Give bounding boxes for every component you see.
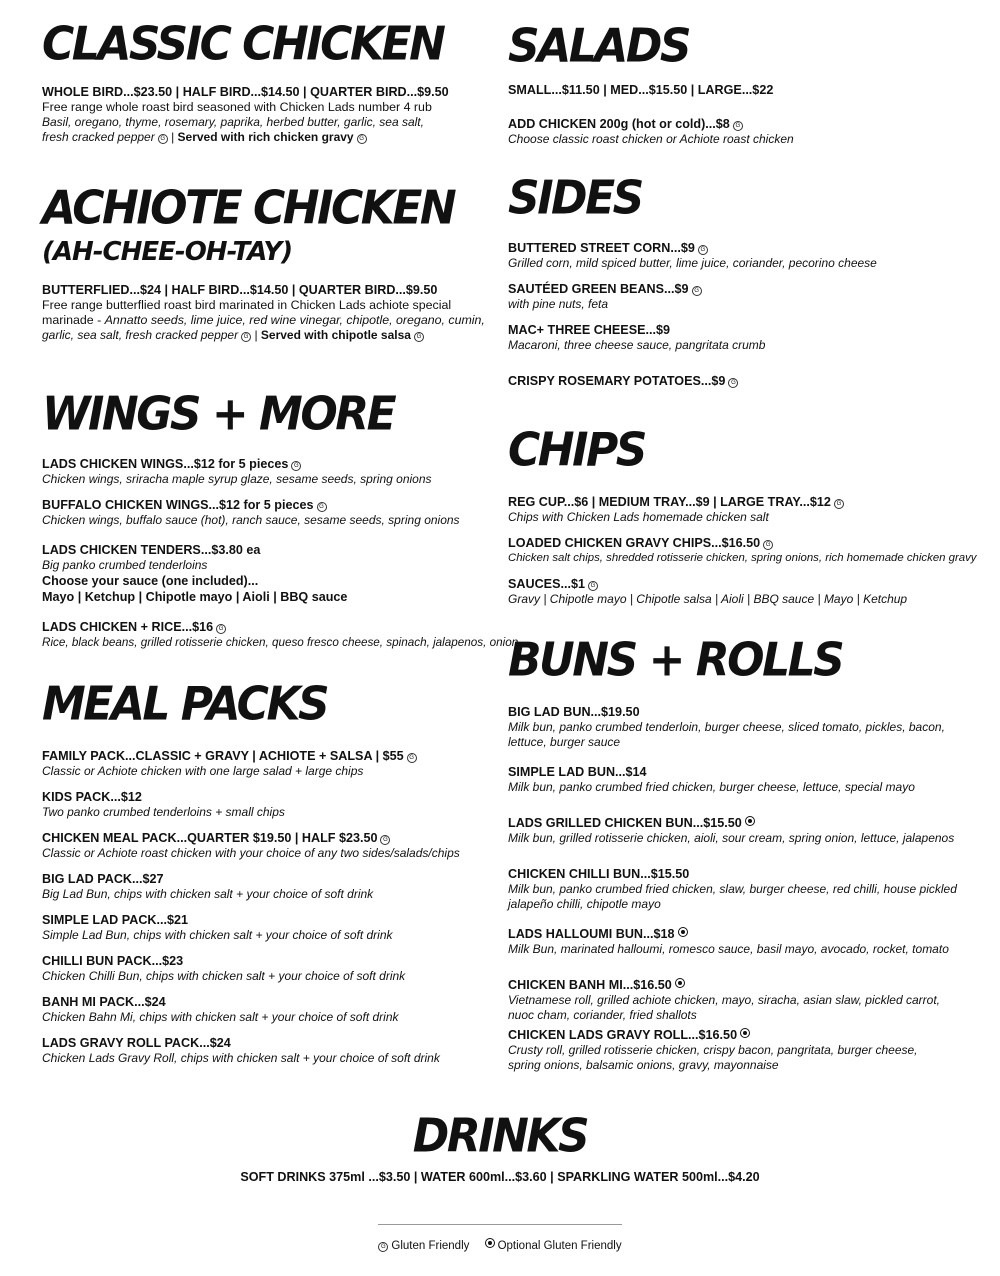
section-chips bbox=[508, 423, 978, 607]
menu-item bbox=[508, 977, 978, 1023]
section-achiote-chicken bbox=[42, 181, 492, 343]
heading-classic-chicken: CLASSIC CHICKEN bbox=[42, 17, 444, 71]
item-description: Macaroni, three cheese sauce, pangritata crumb bbox=[508, 338, 766, 352]
menu-item bbox=[508, 704, 978, 750]
classic-description: Free range whole roast bird seasoned with Chicken Lads number 4 rub bbox=[42, 100, 432, 114]
add-chicken-title: ADD CHICKEN 200g (hot or cold)...$8 bbox=[508, 117, 730, 131]
item-title: BUTTERED STREET CORN...$9 bbox=[508, 241, 695, 255]
item-description: Two panko crumbed tenderloins + small chips bbox=[42, 805, 285, 819]
item-description: Crusty roll, grilled rotisserie chicken, crispy bacon, pangritata, burger cheese, bbox=[508, 1043, 918, 1057]
item-title: BIG LAD PACK...$27 bbox=[42, 872, 164, 886]
legend-gluten-friendly-label: Gluten Friendly bbox=[391, 1240, 470, 1252]
menu-item bbox=[508, 373, 978, 389]
item-description: Chicken Bahn Mi, chips with chicken salt + your choice of soft drink bbox=[42, 1010, 399, 1024]
item-title: CHICKEN CHILLI BUN...$15.50 bbox=[508, 867, 690, 881]
item-title: CHICKEN LADS GRAVY ROLL...$16.50 bbox=[508, 1028, 738, 1042]
heading-chips: CHIPS bbox=[508, 423, 645, 477]
classic-prices: WHOLE BIRD...$23.50 | HALF BIRD...$14.50 | QUARTER BIRD...$9.50 bbox=[42, 85, 449, 99]
menu-item bbox=[42, 994, 492, 1025]
gluten-friendly-icon: G bbox=[158, 134, 168, 144]
item-title: BIG LAD BUN...$19.50 bbox=[508, 705, 640, 719]
optional-gluten-friendly-icon bbox=[740, 1028, 750, 1038]
legend-gluten-friendly bbox=[378, 1240, 469, 1252]
item-title: CRISPY ROSEMARY POTATOES...$9 bbox=[508, 374, 726, 388]
heading-meal-packs: MEAL PACKS bbox=[42, 677, 328, 731]
gluten-friendly-icon: G bbox=[216, 624, 226, 634]
item-description: Classic or Achiote chicken with one large salad + large chips bbox=[42, 764, 364, 778]
item-title: CHILLI BUN PACK...$23 bbox=[42, 954, 184, 968]
item-title: LADS GRILLED CHICKEN BUN...$15.50 bbox=[508, 816, 742, 830]
menu-item bbox=[42, 789, 492, 820]
item-description: Classic or Achiote roast chicken with your choice of any two sides/salads/chips bbox=[42, 846, 460, 860]
gluten-friendly-icon: G bbox=[357, 134, 367, 144]
item-description: Milk Bun, marinated halloumi, romesco sauce, basil mayo, avocado, rocket, tomato bbox=[508, 942, 949, 956]
menu-item bbox=[508, 926, 978, 957]
gluten-friendly-icon: G bbox=[407, 753, 417, 763]
menu-item bbox=[42, 912, 492, 943]
section-salads bbox=[508, 19, 978, 147]
menu-item bbox=[42, 542, 492, 605]
item-description: with pine nuts, feta bbox=[508, 297, 609, 311]
item-description: Grilled corn, mild spiced butter, lime juice, coriander, pecorino cheese bbox=[508, 256, 877, 270]
gluten-friendly-icon: G bbox=[728, 378, 738, 388]
item-description: Chicken Chilli Bun, chips with chicken salt + your choice of soft drink bbox=[42, 969, 406, 983]
item-title: LADS CHICKEN + RICE...$16 bbox=[42, 620, 214, 634]
item-description: Big Lad Bun, chips with chicken salt + your choice of soft drink bbox=[42, 887, 374, 901]
section-classic-chicken bbox=[42, 17, 492, 145]
optional-gluten-friendly-icon bbox=[678, 927, 688, 937]
item-description: Chicken Lads Gravy Roll, chips with chicken salt + your choice of soft drink bbox=[42, 1051, 440, 1065]
item-title: REG CUP...$6 | MEDIUM TRAY...$9 | LARGE TRAY...$12 bbox=[508, 495, 831, 509]
item-description: Chicken wings, sriracha maple syrup glaze, sesame seeds, spring onions bbox=[42, 472, 432, 486]
item-title: SAUTÉED GREEN BEANS...$9 bbox=[508, 282, 689, 296]
item-description: Rice, black beans, grilled rotisserie chicken, queso fresco cheese, spinach, jalapenos, onion bbox=[42, 636, 519, 649]
drinks-prices: SOFT DRINKS 375ml ...$3.50 | WATER 600ml...$3.60 | SPARKLING WATER 500ml...$4.20 bbox=[240, 1170, 760, 1184]
item-description: Chips with Chicken Lads homemade chicken salt bbox=[508, 510, 769, 524]
section-buns-rolls bbox=[508, 633, 978, 1073]
gluten-friendly-icon: G bbox=[588, 581, 598, 591]
item-description: Milk bun, panko crumbed fried chicken, burger cheese, lettuce, special mayo bbox=[508, 780, 915, 794]
menu-item bbox=[508, 866, 978, 912]
gluten-friendly-icon: G bbox=[834, 499, 844, 509]
menu-item bbox=[508, 535, 978, 566]
item-description-cont: lettuce, burger sauce bbox=[508, 735, 621, 749]
add-chicken-description: Choose classic roast chicken or Achiote roast chicken bbox=[508, 132, 794, 146]
item-description: Vietnamese roll, grilled achiote chicken, mayo, siracha, asian slaw, pickled carrot, bbox=[508, 993, 940, 1007]
menu-item bbox=[42, 619, 519, 650]
achiote-description: Free range butterflied roast bird marinated in Chicken Lads achiote special bbox=[42, 298, 452, 312]
salad-prices: SMALL...$11.50 | MED...$15.50 | LARGE...$22 bbox=[508, 83, 774, 97]
item-description: Big panko crumbed tenderloins bbox=[42, 558, 208, 572]
section-wings-more bbox=[42, 387, 519, 650]
gluten-friendly-icon: G bbox=[380, 835, 390, 845]
item-description-cont: spring onions, balsamic onions, gravy, mayonnaise bbox=[508, 1058, 779, 1072]
item-title: LADS HALLOUMI BUN...$18 bbox=[508, 927, 675, 941]
gluten-friendly-icon: G bbox=[291, 461, 301, 471]
heading-salads: SALADS bbox=[508, 19, 690, 73]
sauce-choice-label: Choose your sauce (one included)... bbox=[42, 574, 259, 588]
item-description-cont: nuoc cham, coriander, fried shallots bbox=[508, 1008, 697, 1022]
gluten-friendly-icon: G bbox=[317, 502, 327, 512]
achiote-served: Served with chipotle salsa bbox=[260, 328, 411, 342]
achiote-marinade bbox=[42, 313, 492, 328]
menu-item bbox=[508, 1027, 978, 1073]
achiote-prices: BUTTERFLIED...$24 | HALF BIRD...$14.50 | QUARTER BIRD...$9.50 bbox=[42, 283, 438, 297]
item-title: SIMPLE LAD BUN...$14 bbox=[508, 765, 647, 779]
menu-item bbox=[42, 748, 492, 779]
item-title: SIMPLE LAD PACK...$21 bbox=[42, 913, 189, 927]
menu-item bbox=[508, 240, 978, 271]
legend-optional-gluten-friendly bbox=[485, 1240, 622, 1252]
classic-served: Served with rich chicken gravy bbox=[177, 130, 354, 144]
item-title: LADS CHICKEN WINGS...$12 for 5 pieces bbox=[42, 457, 289, 471]
menu-item bbox=[508, 764, 978, 795]
menu-item bbox=[42, 456, 492, 487]
item-description: Simple Lad Bun, chips with chicken salt + your choice of soft drink bbox=[42, 928, 393, 942]
item-description: Chicken salt chips, shredded rotisserie chicken, spring onions, rich homemade chicken gravy bbox=[508, 552, 977, 564]
gluten-friendly-icon: G bbox=[692, 286, 702, 296]
classic-ingredients-cont: fresh cracked pepper G | Served with rich chicken gravy G bbox=[42, 130, 492, 145]
achiote-marinade-ingredients: Annatto seeds, lime juice, red wine vinegar, chipotle, oregano, cumin, bbox=[104, 313, 485, 327]
menu-item bbox=[508, 494, 978, 525]
item-title: LADS GRAVY ROLL PACK...$24 bbox=[42, 1036, 231, 1050]
optional-gluten-friendly-icon bbox=[675, 978, 685, 988]
menu-item bbox=[42, 953, 492, 984]
menu-item bbox=[42, 497, 492, 528]
achiote-marinade-label: marinade - bbox=[42, 313, 105, 327]
legend bbox=[0, 1238, 1000, 1252]
optional-gluten-friendly-icon bbox=[485, 1238, 495, 1248]
heading-achiote-chicken: ACHIOTE CHICKEN bbox=[42, 181, 455, 235]
menu-item bbox=[42, 830, 492, 861]
item-description-cont: jalapeño chilli, chipotle mayo bbox=[508, 897, 661, 911]
gluten-friendly-icon: G bbox=[698, 245, 708, 255]
footer-divider bbox=[378, 1224, 622, 1225]
menu-item bbox=[42, 871, 492, 902]
gluten-friendly-icon: G bbox=[763, 540, 773, 550]
heading-drinks: DRINKS bbox=[412, 1109, 588, 1163]
menu-item bbox=[508, 815, 978, 846]
item-title: KIDS PACK...$12 bbox=[42, 790, 142, 804]
achiote-ingredients-cont: garlic, sea salt, fresh cracked pepper G | Served with chipotle salsa G bbox=[42, 328, 492, 343]
item-title: BUFFALO CHICKEN WINGS...$12 for 5 pieces bbox=[42, 498, 314, 512]
classic-ingredients: Basil, oregano, thyme, rosemary, paprika, herbed butter, garlic, sea salt, bbox=[42, 115, 424, 129]
item-description: Milk bun, panko crumbed tenderloin, burger cheese, sliced tomato, pickles, bacon, bbox=[508, 720, 945, 734]
optional-gluten-friendly-icon bbox=[745, 816, 755, 826]
item-title: LADS CHICKEN TENDERS...$3.80 ea bbox=[42, 543, 261, 557]
item-title: CHICKEN BANH MI...$16.50 bbox=[508, 978, 672, 992]
item-description: Milk bun, panko crumbed fried chicken, slaw, burger cheese, red chilli, house pickled bbox=[508, 882, 957, 896]
section-drinks bbox=[0, 1109, 1000, 1184]
item-title: SAUCES...$1 bbox=[508, 577, 585, 591]
item-title: FAMILY PACK...CLASSIC + GRAVY | ACHIOTE + SALSA | $55 bbox=[42, 749, 404, 763]
item-title: MAC+ THREE CHEESE...$9 bbox=[508, 323, 671, 337]
item-title: CHICKEN MEAL PACK...QUARTER $19.50 | HALF $23.50 bbox=[42, 831, 378, 845]
menu-item bbox=[508, 322, 978, 353]
section-meal-packs bbox=[42, 677, 492, 1066]
section-sides bbox=[508, 171, 978, 389]
gluten-friendly-icon: G bbox=[378, 1242, 388, 1252]
classic-ingredients-end: fresh cracked pepper bbox=[42, 130, 155, 144]
heading-buns-rolls: BUNS + ROLLS bbox=[508, 633, 843, 687]
sauce-options: Mayo | Ketchup | Chipotle mayo | Aioli | BBQ sauce bbox=[42, 590, 348, 604]
item-description: Chicken wings, buffalo sauce (hot), ranch sauce, sesame seeds, spring onions bbox=[42, 513, 460, 527]
item-description: Gravy | Chipotle mayo | Chipotle salsa | Aioli | BBQ sauce | Mayo | Ketchup bbox=[508, 592, 908, 606]
item-title: BANH MI PACK...$24 bbox=[42, 995, 166, 1009]
legend-optional-gluten-friendly-label: Optional Gluten Friendly bbox=[497, 1240, 622, 1252]
heading-sides: SIDES bbox=[508, 171, 642, 225]
gluten-friendly-icon: G bbox=[414, 332, 424, 342]
subheading-achiote-pronunciation: (AH-CHEE-OH-TAY) bbox=[42, 237, 293, 267]
item-title: LOADED CHICKEN GRAVY CHIPS...$16.50 bbox=[508, 536, 761, 550]
gluten-friendly-icon: G bbox=[733, 121, 743, 131]
heading-wings-more: WINGS + MORE bbox=[42, 387, 395, 441]
menu-item bbox=[508, 281, 978, 312]
gluten-friendly-icon: G bbox=[241, 332, 251, 342]
achiote-ingredients-end: garlic, sea salt, fresh cracked pepper bbox=[42, 328, 239, 342]
menu-item bbox=[508, 576, 978, 607]
menu-item bbox=[42, 1035, 492, 1066]
item-description: Milk bun, grilled rotisserie chicken, aioli, sour cream, spring onion, lettuce, jalapenos bbox=[508, 831, 955, 845]
